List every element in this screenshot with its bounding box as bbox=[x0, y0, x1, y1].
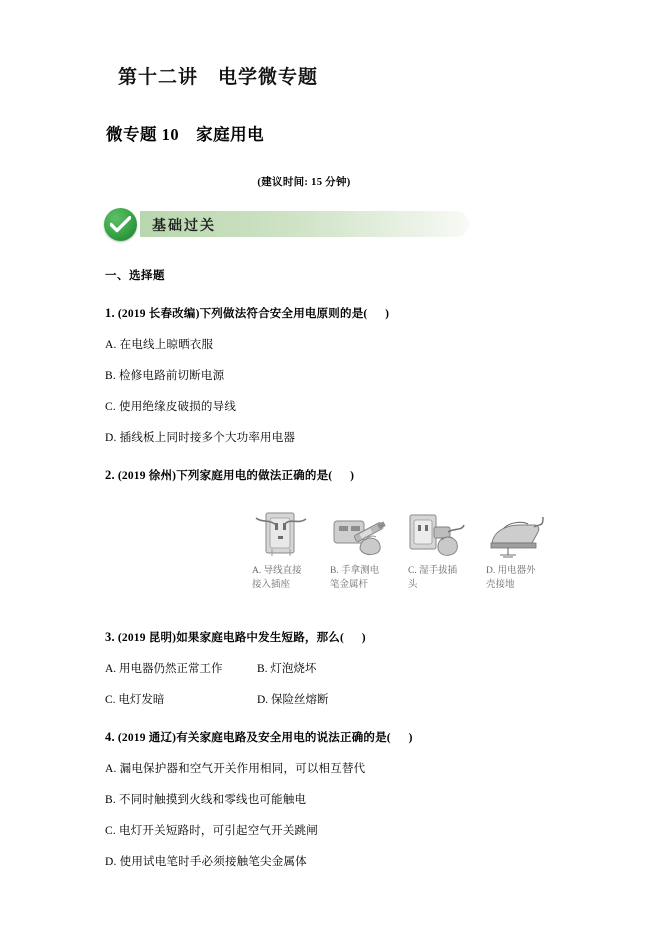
option-item: D. 保险丝熔断 bbox=[257, 694, 329, 706]
suggested-time-note: (建议时间: 15 分钟) bbox=[257, 177, 351, 188]
option-item: D. 插线板上同时接多个大功率用电器 bbox=[105, 432, 296, 444]
question-number: 4. bbox=[105, 730, 115, 744]
question-paren: ) bbox=[408, 732, 413, 744]
option-item: C. 电灯开关短路时，可引起空气开关跳闸 bbox=[105, 825, 318, 837]
question-stem bbox=[105, 729, 574, 745]
page-content bbox=[104, 62, 574, 869]
option-item: D. 使用试电笔时手必须接触笔尖金属体 bbox=[105, 856, 307, 868]
grounded-appliance-icon bbox=[486, 509, 544, 559]
option-item: A. 用电器仍然正常工作 bbox=[105, 663, 223, 675]
option-item: B. 灯泡烧坏 bbox=[257, 663, 317, 675]
figure-option-a-image bbox=[252, 509, 310, 559]
banner-label: 基础过关 bbox=[152, 219, 216, 234]
checkmark-icon bbox=[110, 216, 131, 233]
page-title: 第十二讲 电学微专题 bbox=[118, 67, 319, 88]
figure-caption: B. 手拿测电笔金属杆 bbox=[330, 566, 380, 590]
option-item: A. 在电线上晾晒衣服 bbox=[105, 339, 214, 351]
section-subtitle: 微专题 10 家庭用电 bbox=[106, 125, 265, 144]
question-stem bbox=[105, 305, 574, 321]
figure-caption: A. 导线直接接入插座 bbox=[252, 566, 302, 590]
socket-with-bare-wires-icon bbox=[252, 509, 310, 559]
check-badge-icon bbox=[104, 208, 137, 241]
question-number: 3. bbox=[105, 630, 115, 644]
figure-option-d-image bbox=[486, 509, 544, 559]
wet-hand-pulling-plug-icon bbox=[408, 509, 466, 559]
figure-option-c-image bbox=[408, 509, 466, 559]
question-text: (2019 昆明)如果家庭电路中发生短路，那么( bbox=[117, 632, 345, 644]
figure-caption: D. 用电器外壳接地 bbox=[486, 566, 536, 590]
question-number: 1. bbox=[105, 306, 115, 320]
question-paren: ) bbox=[361, 632, 366, 644]
question-number: 2. bbox=[105, 468, 115, 482]
question-2-figure bbox=[104, 509, 574, 607]
option-item: C. 使用绝缘皮破损的导线 bbox=[105, 401, 237, 413]
question-stem bbox=[105, 467, 574, 483]
question-paren: ) bbox=[350, 470, 355, 482]
option-item: C. 电灯发暗 bbox=[105, 694, 165, 706]
option-item: B. 检修电路前切断电源 bbox=[105, 370, 225, 382]
option-row bbox=[105, 660, 574, 676]
option-item: A. 漏电保护器和空气开关作用相同，可以相互替代 bbox=[105, 763, 366, 775]
figure-option-b-image bbox=[330, 509, 388, 559]
question-text: (2019 通辽)有关家庭电路及安全用电的说法正确的是( bbox=[117, 732, 391, 744]
figure-image-row bbox=[252, 509, 544, 559]
hand-holding-test-pencil-icon bbox=[330, 509, 388, 559]
option-row bbox=[105, 691, 574, 707]
figure-caption: C. 湿手拔插头 bbox=[408, 566, 458, 590]
question-type-label: 一、选择题 bbox=[105, 270, 165, 282]
basics-banner bbox=[104, 211, 469, 237]
question-stem bbox=[105, 629, 574, 645]
question-text: (2019 徐州)下列家庭用电的做法正确的是( bbox=[117, 470, 333, 482]
figure-caption-row bbox=[252, 565, 544, 593]
question-text: (2019 长春改编)下列做法符合安全用电原则的是( bbox=[117, 308, 368, 320]
option-item: B. 不同时触摸到火线和零线也可能触电 bbox=[105, 794, 307, 806]
question-paren: ) bbox=[385, 308, 390, 320]
